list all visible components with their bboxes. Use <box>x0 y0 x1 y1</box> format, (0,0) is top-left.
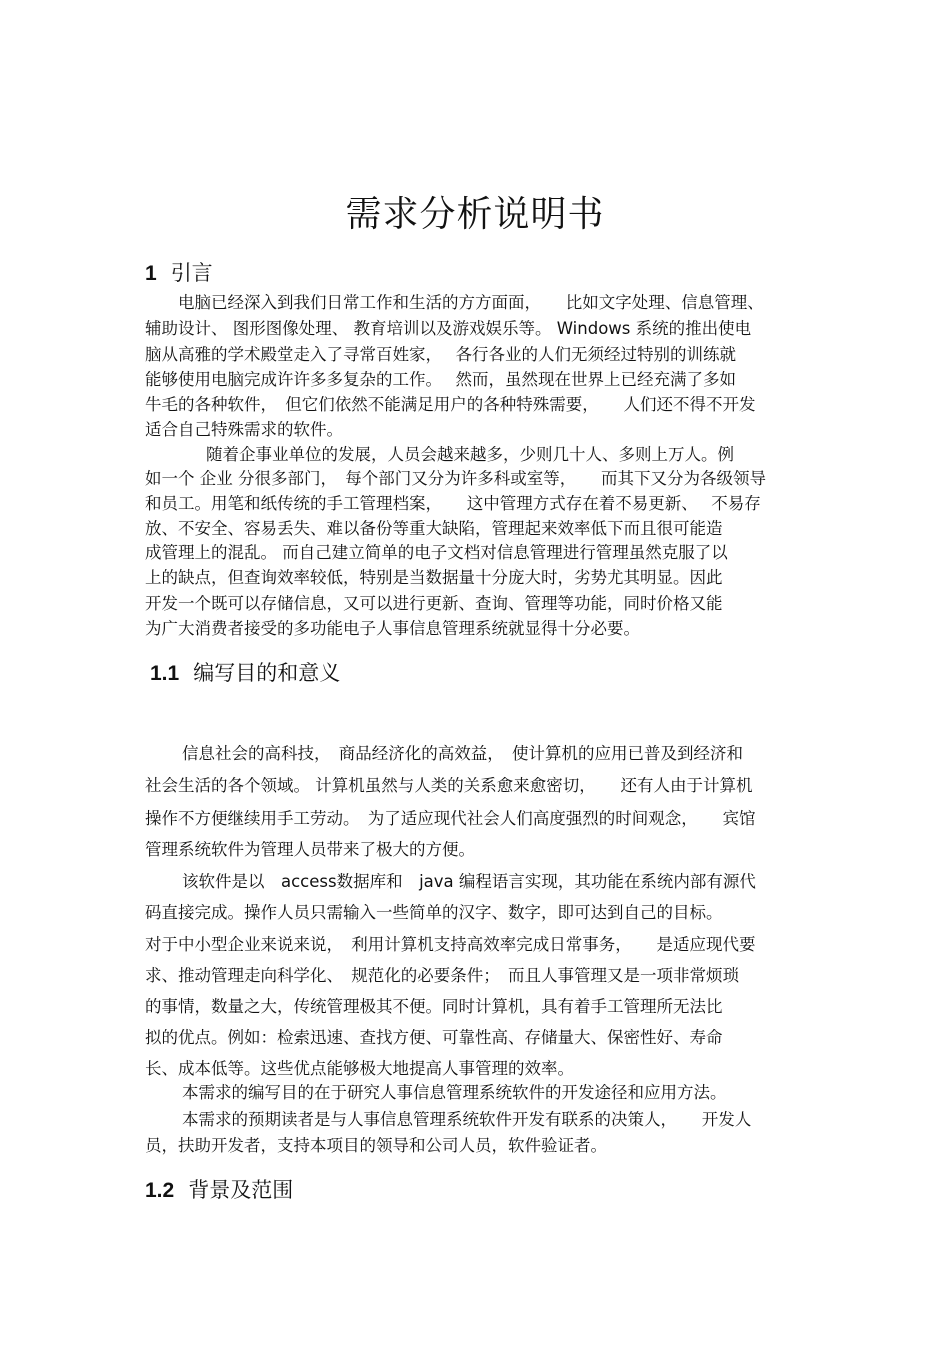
section-title: 引言 <box>170 261 213 285</box>
paragraph-line: 牛毛的各种软件， 但它们依然不能满足用户的各种特殊需要， 人们还不得不开发 <box>145 395 756 414</box>
paragraph-line: 随着企事业单位的发展，人员会越来越多，少则几十人、多则上万人。例 <box>206 445 734 464</box>
paragraph-line: 上的缺点，但查询效率较低，特别是当数据量十分庞大时，劣势尤其明显。因此 <box>145 568 723 587</box>
paragraph-line: 求、推动管理走向科学化、 规范化的必要条件； 而且人事管理又是一项非常烦琐 <box>145 966 739 985</box>
paragraph-line: 拟的优点。例如：检索迅速、查找方便、可靠性高、存储量大、保密性好、寿命 <box>145 1028 723 1047</box>
section-number: 1 <box>145 262 157 285</box>
paragraph-line: 本需求的编写目的在于研究人事信息管理系统软件的开发途径和应用方法。 <box>182 1083 727 1102</box>
section-title: 背景及范围 <box>188 1178 294 1202</box>
paragraph-line: 信息社会的高科技， 商品经济化的高效益， 使计算机的应用已普及到经济和 <box>182 744 743 763</box>
paragraph-line: 能够使用电脑完成许许多多复杂的工作。 然而，虽然现在世界上已经充满了多如 <box>145 370 736 389</box>
paragraph-line: 管理系统软件为管理人员带来了极大的方便。 <box>145 840 475 859</box>
document-title: 需求分析说明书 <box>345 194 605 235</box>
paragraph-line: 成管理上的混乱。 而自己建立简单的电子文档对信息管理进行管理虽然克服了以 <box>145 543 728 562</box>
paragraph-line: 开发一个既可以存储信息，又可以进行更新、查询、管理等功能，同时价格又能 <box>145 594 723 613</box>
paragraph-line: 本需求的预期读者是与人事信息管理系统软件开发有联系的决策人， 开发人 <box>182 1110 752 1129</box>
section-number: 1.1 <box>150 662 180 685</box>
paragraph-line: 辅助设计、 图形图像处理、 教育培训以及游戏娱乐等。 Windows 系统的推出使电 <box>145 319 752 338</box>
paragraph-line: 对于中小型企业来说来说， 利用计算机支持高效率完成日常事务， 是适应现代要 <box>145 935 756 954</box>
paragraph-line: 和员工。用笔和纸传统的手工管理档案， 这中管理方式存在着不易更新、 不易存 <box>145 494 761 513</box>
paragraph-line: 社会生活的各个领域。 计算机虽然与人类的关系愈来愈密切， 还有人由于计算机 <box>145 776 753 795</box>
section-heading-1 <box>145 257 213 287</box>
section-title: 编写目的和意义 <box>193 661 341 685</box>
paragraph-line: 长、成本低等。这些优点能够极大地提高人事管理的效率。 <box>145 1059 574 1078</box>
paragraph-line: 的事情，数量之大，传统管理极其不便。同时计算机，具有着手工管理所无法比 <box>145 997 723 1016</box>
paragraph-line: 放、不安全、容易丢失、难以备份等重大缺陷，管理起来效率低下而且很可能造 <box>145 519 723 538</box>
paragraph-line: 码直接完成。操作人员只需输入一些简单的汉字、数字，即可达到自己的目标。 <box>145 903 723 922</box>
section-heading-1-2 <box>145 1174 293 1204</box>
paragraph-line: 员，扶助开发者，支持本项目的领导和公司人员，软件验证者。 <box>145 1136 607 1155</box>
paragraph-line: 电脑已经深入到我们日常工作和生活的方方面面， 比如文字处理、信息管理、 <box>178 293 764 312</box>
paragraph-line: 如一个 企业 分很多部门， 每个部门又分为许多科或室等， 而其下又分为各级领导 <box>145 469 766 488</box>
section-heading-1-1 <box>150 657 340 687</box>
paragraph-line: 脑从高雅的学术殿堂走入了寻常百姓家， 各行各业的人们无须经过特别的训练就 <box>145 345 736 364</box>
paragraph-line: 为广大消费者接受的多功能电子人事信息管理系统就显得十分必要。 <box>145 619 640 638</box>
paragraph-line: 操作不方便继续用手工劳动。 为了适应现代社会人们高度强烈的时间观念， 宾馆 <box>145 809 756 828</box>
paragraph-line: 该软件是以 access数据库和 java 编程语言实现，其功能在系统内部有源代 <box>182 872 756 891</box>
section-number: 1.2 <box>145 1179 175 1202</box>
paragraph-line: 适合自己特殊需求的软件。 <box>145 420 343 439</box>
